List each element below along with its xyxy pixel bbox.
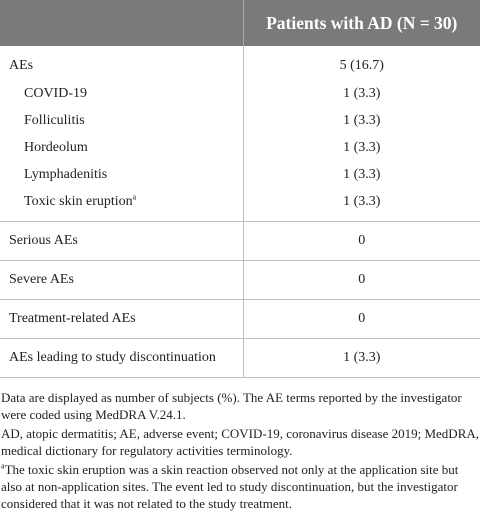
row-value: 0 bbox=[243, 300, 480, 339]
table-row-hordeolum bbox=[0, 134, 480, 161]
table-row-lymphadenitis bbox=[0, 161, 480, 188]
table-row-folliculitis bbox=[0, 107, 480, 134]
row-label: COVID-19 bbox=[0, 80, 243, 107]
row-label: Folliculitis bbox=[0, 107, 243, 134]
row-value: 1 (3.3) bbox=[343, 166, 381, 182]
row-label: Severe AEs bbox=[0, 261, 243, 300]
table-row-treatment-related-aes bbox=[0, 300, 480, 339]
table-row-serious-aes bbox=[0, 222, 480, 261]
header-blank-cell bbox=[0, 0, 243, 46]
footnote-marker: a bbox=[132, 191, 137, 201]
row-label: Toxic skin eruption bbox=[24, 193, 133, 209]
row-label: Lymphadenitis bbox=[0, 161, 243, 188]
footnote-data-display: Data are displayed as number of subjects (%). The AE terms reported by the investigator were coded using MedDRA V.24.1. bbox=[1, 390, 462, 422]
row-label: Treatment-related AEs bbox=[0, 300, 243, 339]
row-value: 0 bbox=[243, 261, 480, 300]
row-label-with-footnote bbox=[0, 188, 243, 222]
table-row-aes bbox=[0, 46, 480, 80]
footnote-marker: a bbox=[1, 461, 5, 471]
row-value: 1 (3.3) bbox=[343, 139, 381, 155]
row-value: 1 (3.3) bbox=[343, 112, 381, 128]
table-row-toxic-skin-eruption bbox=[0, 188, 480, 222]
row-label: Serious AEs bbox=[0, 222, 243, 261]
table-row-severe-aes bbox=[0, 261, 480, 300]
row-label: AEs bbox=[0, 46, 243, 80]
row-value: 1 (3.3) bbox=[343, 193, 381, 209]
table-row-aes-leading-to-discontinuation bbox=[0, 339, 480, 378]
row-value: 5 (16.7) bbox=[339, 58, 384, 73]
row-value: 0 bbox=[243, 222, 480, 261]
footnote-text: The toxic skin eruption was a skin reaction observed not only at the application site but also at non-application sites. The event led to study discontinuation, but the investigator considered that it was not related to the study treatment. bbox=[1, 462, 459, 511]
table-row-covid19 bbox=[0, 80, 480, 107]
footnote-abbreviations: AD, atopic dermatitis; AE, adverse event; COVID-19, coronavirus disease 2019; MedDRA, medical dictionary for regulatory activities terminology. bbox=[1, 426, 480, 458]
header-patients-with-ad: Patients with AD (N = 30) bbox=[243, 0, 480, 46]
row-value: 1 (3.3) bbox=[243, 339, 480, 378]
table-footnotes bbox=[0, 378, 480, 512]
row-value: 1 (3.3) bbox=[343, 85, 381, 101]
row-label: Hordeolum bbox=[0, 134, 243, 161]
footnote-toxic-skin-eruption bbox=[1, 461, 479, 512]
row-label: AEs leading to study discontinuation bbox=[0, 339, 243, 378]
table-header-row bbox=[0, 0, 480, 46]
